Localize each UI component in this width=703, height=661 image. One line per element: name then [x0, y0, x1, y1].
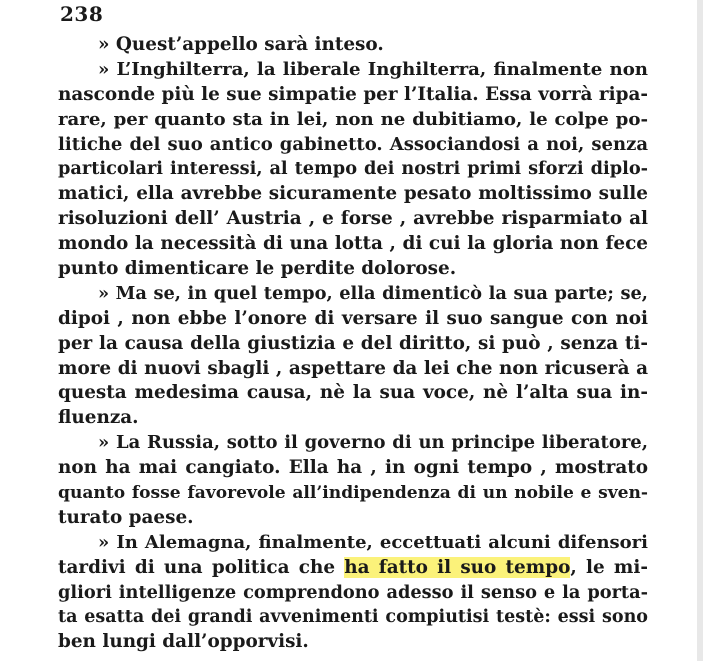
- text-line: turato paese.: [58, 506, 194, 528]
- text-line: quanto fosse favorevole all’indipendenza di un nobile e sven-: [58, 483, 648, 504]
- text-line: non ha mai cangiato. Ella ha , in ogni tempo , mostrato: [58, 457, 648, 479]
- text-line: ta esatta dei grandi avvenimenti compiutisi testè: essi sono: [58, 607, 648, 628]
- text-line: dipoi , non ebbe l’onore di versare il suo sangue con noi: [58, 307, 648, 329]
- text-line: » L’Inghilterra, la liberale Inghilterra, finalmente non: [98, 58, 648, 80]
- text-segment: tardivi di una politica che: [58, 556, 345, 578]
- text-line: ben lungi dall’opporvisi.: [58, 631, 309, 653]
- text-line: gliori intelligenze comprendono adesso il senso e la porta-: [58, 581, 648, 603]
- text-line: [58, 556, 648, 581]
- text-line: nasconde più le sue simpatie per l’Italia. Essa vorrà ripa-: [58, 83, 648, 105]
- text-line: » Quest’appello sarà inteso.: [98, 34, 384, 55]
- text-line: » Ma se, in quel tempo, ella dimenticò la sua parte; se,: [98, 282, 648, 304]
- text-line: matici, ella avrebbe sicuramente pesato moltissimo sulle: [58, 183, 648, 205]
- text-line: punto dimenticare le perdite dolorose.: [58, 258, 457, 280]
- page-number: 238: [60, 2, 104, 26]
- text-line: » La Russia, sotto il governo di un principe liberatore,: [98, 432, 648, 454]
- text-line: more di nuovi sbagli , aspettare da lei che non ricuserà a: [58, 357, 648, 379]
- highlighted-phrase: ha fatto il suo tempo: [344, 556, 571, 578]
- text-line: litiche del suo antico gabinetto. Associandosi a noi, senza: [58, 133, 648, 155]
- text-line: fluenza.: [58, 407, 139, 429]
- text-segment: , le mi-: [570, 556, 648, 578]
- text-line: per la causa della giustizia e del diritto, si può , senza ti-: [58, 332, 648, 354]
- page-edge-shadow: [697, 0, 703, 661]
- text-line: particolari interessi, al tempo dei nostri primi sforzi diplo-: [58, 158, 648, 180]
- text-line: questa medesima causa, nè la sua voce, nè l’alta sua in-: [58, 382, 648, 404]
- text-line: mondo la necessità di una lotta , di cui la gloria non fece: [58, 233, 648, 255]
- text-line: rare, per quanto sta in lei, non ne dubitiamo, le colpe po-: [58, 108, 648, 130]
- body-text: [58, 33, 648, 655]
- text-line: risoluzioni dell’ Austria , e forse , avrebbe risparmiato al: [58, 208, 648, 230]
- text-line: » In Alemagna, finalmente, eccettuati alcuni difensori: [98, 531, 648, 553]
